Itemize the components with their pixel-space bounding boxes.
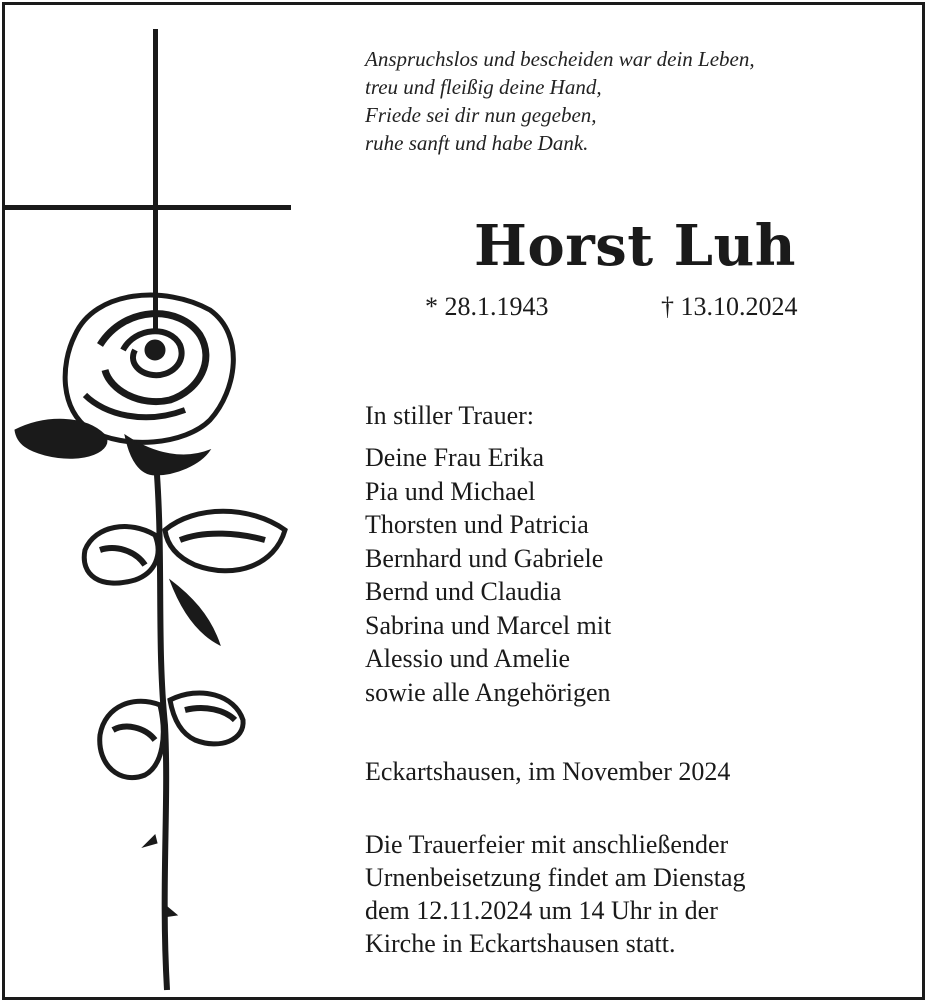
funeral-service-info [365,828,746,960]
memorial-poem [365,45,905,157]
poem-line: ruhe sanft und habe Dank. [365,131,589,155]
mourner-entry: Thorsten und Patricia [365,510,589,539]
mourning-label: In stiller Trauer: [365,401,534,430]
mourner-entry: Sabrina und Marcel mit [365,610,612,640]
service-line: dem 12.11.2024 um 14 Uhr in der [365,896,718,925]
mourner-entry: Deine Frau Erika [365,443,545,472]
poem-line: Friede sei dir nun gegeben, [365,103,597,127]
rose-icon [15,295,285,990]
mourner-entry: Pia und Michael [365,476,536,506]
service-line: Urnenbeisetzung findet am Dienstag [365,863,746,892]
birth-date: * 28.1.1943 [425,292,549,321]
mourner-entry: Bernd und Claudia [365,577,562,606]
cross-icon [5,29,291,329]
death-date: † 13.10.2024 [661,292,798,321]
place-and-date: Eckartshausen, im November 2024 [365,757,731,786]
mourner-entry: Alessio und Amelie [365,644,571,673]
cross-rose-illustration [5,5,305,997]
deceased-name: Horst Luh [474,213,796,279]
service-line: Die Trauerfeier mit anschließender [365,830,729,859]
mourner-entry: sowie alle Angehörigen [365,677,611,707]
poem-line: Anspruchslos und bescheiden war dein Leben, [365,47,755,71]
service-line: Kirche in Eckartshausen statt. [365,929,676,958]
mourners-list [365,441,611,709]
mourner-entry: Bernhard und Gabriele [365,543,604,573]
poem-line: treu und fleißig deine Hand, [365,75,602,99]
obituary-card [2,2,925,1000]
